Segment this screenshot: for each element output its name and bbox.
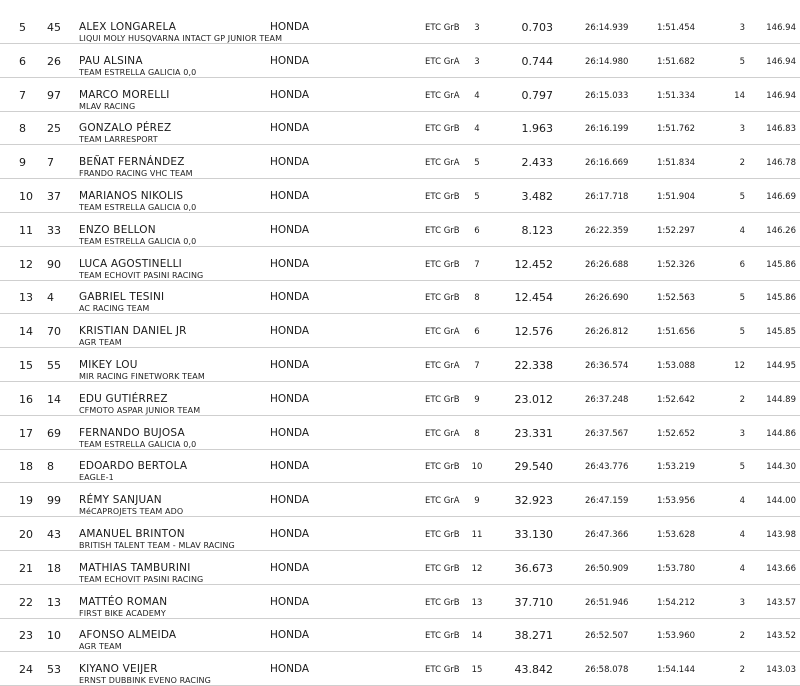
manufacturer-cell: HONDA — [270, 291, 310, 304]
rider-name: KRISTIAN DANIEL JR — [79, 325, 187, 338]
team-name: TEAM ESTRELLA GALICIA 0,0 — [79, 203, 197, 212]
class-position-cell: 9 — [474, 496, 480, 507]
bike-number-cell: 18 — [47, 561, 61, 575]
class-cell: ETC GrB — [425, 530, 460, 540]
best-lap-number-cell: 3 — [739, 428, 745, 439]
best-lap-number-cell: 2 — [739, 631, 745, 642]
table-row — [0, 110, 800, 145]
bike-number-cell: 53 — [47, 663, 61, 677]
class-position-cell: 6 — [474, 327, 480, 338]
best-lap-time-cell: 1:51.834 — [657, 158, 696, 169]
top-speed-cell: 143.66 — [766, 563, 796, 574]
best-lap-number-cell: 4 — [739, 225, 745, 236]
total-time-cell: 26:51.946 — [585, 597, 629, 608]
class-cell: ETC GrB — [425, 462, 460, 473]
class-position-cell: 8 — [474, 428, 480, 439]
best-lap-number-cell: 5 — [739, 327, 745, 338]
gap-cell: 32.923 — [514, 494, 553, 508]
manufacturer-cell: HONDA — [270, 223, 310, 236]
total-time-cell: 26:14.980 — [585, 56, 629, 67]
best-lap-number-cell: 3 — [739, 23, 745, 33]
best-lap-time-cell: 1:53.956 — [657, 496, 696, 507]
table-row — [0, 77, 800, 112]
total-time-cell: 26:43.776 — [585, 462, 629, 473]
class-cell: ETC GrB — [425, 124, 460, 135]
position-cell: 24 — [19, 663, 33, 677]
team-name: TEAM ESTRELLA GALICIA 0,0 — [79, 67, 197, 77]
best-lap-time-cell: 1:52.563 — [657, 293, 696, 304]
team-name: FIRST BIKE ACADEMY — [79, 608, 166, 618]
best-lap-time-cell: 1:51.656 — [657, 327, 696, 338]
total-time-cell: 26:47.366 — [585, 530, 629, 540]
total-time-cell: 26:47.159 — [585, 496, 629, 507]
bike-number-cell: 90 — [47, 257, 61, 271]
gap-cell: 2.433 — [521, 156, 553, 170]
class-cell: ETC GrB — [425, 597, 460, 608]
table-row — [0, 482, 800, 517]
bike-number-cell: 7 — [47, 156, 54, 170]
rider-name: FERNANDO BUJOSA — [79, 426, 185, 439]
total-time-cell: 26:16.669 — [585, 158, 629, 169]
class-cell: ETC GrB — [425, 563, 460, 574]
position-cell: 7 — [19, 88, 26, 102]
manufacturer-cell: HONDA — [270, 156, 310, 169]
table-row — [0, 448, 800, 483]
class-cell: ETC GrB — [425, 23, 460, 33]
table-row — [0, 279, 800, 314]
class-cell: ETC GrA — [425, 428, 460, 439]
best-lap-number-cell: 4 — [739, 496, 745, 507]
manufacturer-cell: HONDA — [270, 392, 310, 405]
rider-name: GABRIEL TESINI — [79, 291, 165, 304]
total-time-cell: 26:16.199 — [585, 124, 629, 135]
top-speed-cell: 145.86 — [766, 259, 796, 270]
top-speed-cell: 143.52 — [766, 631, 796, 642]
table-row — [0, 516, 800, 551]
total-time-cell: 26:26.690 — [585, 293, 629, 304]
class-cell: ETC GrB — [425, 394, 460, 405]
top-speed-cell: 146.69 — [766, 192, 796, 202]
class-position-cell: 6 — [474, 225, 480, 236]
gap-cell: 36.673 — [514, 561, 553, 575]
rider-name: MARCO MORELLI — [79, 88, 170, 101]
team-name: ERNST DUBBINK EVENO RACING — [79, 676, 211, 686]
team-name: MéCAPROJETS TEAM ADO — [79, 507, 184, 517]
manufacturer-cell: HONDA — [270, 88, 310, 101]
table-row — [0, 550, 800, 585]
total-time-cell: 26:15.033 — [585, 90, 629, 101]
top-speed-cell: 144.95 — [766, 361, 796, 371]
table-row — [0, 381, 800, 416]
table-row — [0, 415, 800, 450]
class-cell: ETC GrA — [425, 90, 460, 101]
position-cell: 23 — [19, 629, 33, 643]
class-position-cell: 11 — [471, 530, 483, 540]
team-name: MIR RACING FINETWORK TEAM — [79, 372, 205, 381]
best-lap-time-cell: 1:51.334 — [657, 90, 696, 101]
total-time-cell: 26:26.688 — [585, 259, 629, 270]
rider-name: PAU ALSINA — [79, 54, 143, 67]
bike-number-cell: 69 — [47, 426, 61, 440]
class-position-cell: 5 — [474, 192, 480, 202]
top-speed-cell: 143.03 — [766, 665, 796, 676]
top-speed-cell: 146.78 — [766, 158, 796, 169]
best-lap-time-cell: 1:54.144 — [657, 665, 696, 676]
gap-cell: 38.271 — [514, 629, 553, 643]
team-name: AGR TEAM — [79, 642, 122, 652]
class-position-cell: 4 — [474, 124, 480, 135]
top-speed-cell: 144.00 — [766, 496, 796, 507]
top-speed-cell: 146.94 — [766, 56, 796, 67]
total-time-cell: 26:52.507 — [585, 631, 629, 642]
total-time-cell: 26:37.567 — [585, 428, 629, 439]
rider-name: GONZALO PÉREZ — [79, 122, 172, 135]
total-time-cell: 26:17.718 — [585, 192, 629, 202]
class-position-cell: 4 — [474, 90, 480, 101]
class-position-cell: 7 — [474, 259, 480, 270]
top-speed-cell: 145.86 — [766, 293, 796, 304]
top-speed-cell: 144.30 — [766, 462, 796, 473]
manufacturer-cell: HONDA — [270, 561, 310, 574]
rider-name: ENZO BELLON — [79, 223, 156, 236]
gap-cell: 8.123 — [521, 223, 553, 237]
manufacturer-cell: HONDA — [270, 190, 310, 202]
team-name: TEAM ESTRELLA GALICIA 0,0 — [79, 236, 197, 246]
manufacturer-cell: HONDA — [270, 460, 310, 473]
class-cell: ETC GrB — [425, 259, 460, 270]
class-cell: ETC GrA — [425, 327, 460, 338]
best-lap-time-cell: 1:51.904 — [657, 192, 696, 202]
gap-cell: 0.797 — [521, 88, 553, 102]
position-cell: 14 — [19, 325, 33, 339]
best-lap-time-cell: 1:51.682 — [657, 56, 696, 67]
position-cell: 20 — [19, 528, 33, 541]
class-cell: ETC GrA — [425, 158, 460, 169]
bike-number-cell: 10 — [47, 629, 61, 643]
team-name: TEAM ECHOVIT PASINI RACING — [79, 574, 204, 584]
bike-number-cell: 26 — [47, 54, 61, 68]
manufacturer-cell: HONDA — [270, 325, 310, 338]
top-speed-cell: 143.98 — [766, 530, 796, 540]
class-cell: ETC GrA — [425, 361, 460, 371]
position-cell: 15 — [19, 359, 33, 372]
table-row — [0, 178, 800, 213]
total-time-cell: 26:36.574 — [585, 361, 629, 371]
rider-name: MATHIAS TAMBURINI — [79, 561, 191, 574]
best-lap-time-cell: 1:52.297 — [657, 225, 696, 236]
table-row — [0, 347, 800, 382]
best-lap-number-cell: 2 — [739, 394, 745, 405]
gap-cell: 23.331 — [514, 426, 553, 440]
team-name: BRITISH TALENT TEAM - MLAV RACING — [79, 541, 235, 550]
team-name: AC RACING TEAM — [79, 304, 150, 314]
gap-cell: 12.454 — [514, 291, 553, 305]
bike-number-cell: 70 — [47, 325, 61, 339]
class-position-cell: 12 — [471, 563, 483, 574]
rider-name: KIYANO VEIJER — [79, 663, 158, 676]
best-lap-time-cell: 1:54.212 — [657, 597, 696, 608]
manufacturer-cell: HONDA — [270, 54, 310, 67]
position-cell: 21 — [19, 561, 33, 575]
bike-number-cell: 99 — [47, 494, 61, 508]
class-position-cell: 3 — [474, 23, 480, 33]
class-position-cell: 9 — [474, 394, 480, 405]
top-speed-cell: 144.86 — [766, 428, 796, 439]
bike-number-cell: 55 — [47, 359, 61, 372]
best-lap-number-cell: 2 — [739, 665, 745, 676]
total-time-cell: 26:58.078 — [585, 665, 629, 676]
gap-cell: 0.703 — [521, 21, 553, 34]
manufacturer-cell: HONDA — [270, 494, 310, 507]
total-time-cell: 26:50.909 — [585, 563, 629, 574]
gap-cell: 22.338 — [514, 359, 553, 372]
class-position-cell: 3 — [474, 56, 480, 67]
position-cell: 5 — [19, 21, 26, 34]
best-lap-number-cell: 4 — [739, 530, 745, 540]
top-speed-cell: 146.26 — [766, 225, 796, 236]
bike-number-cell: 4 — [47, 291, 54, 305]
bike-number-cell: 14 — [47, 392, 61, 406]
rider-name: RÉMY SANJUAN — [79, 494, 162, 507]
best-lap-time-cell: 1:53.088 — [657, 361, 696, 371]
top-speed-cell: 146.94 — [766, 23, 796, 33]
rider-name: ALEX LONGARELA — [79, 21, 177, 33]
position-cell: 11 — [19, 223, 33, 237]
best-lap-time-cell: 1:51.454 — [657, 23, 696, 33]
best-lap-time-cell: 1:51.762 — [657, 124, 696, 135]
total-time-cell: 26:14.939 — [585, 23, 629, 33]
position-cell: 17 — [19, 426, 33, 440]
top-speed-cell: 146.83 — [766, 124, 796, 135]
position-cell: 16 — [19, 392, 33, 406]
table-row — [0, 212, 800, 247]
table-row — [0, 9, 800, 44]
team-name: TEAM ESTRELLA GALICIA 0,0 — [79, 439, 197, 449]
total-time-cell: 26:22.359 — [585, 225, 629, 236]
class-position-cell: 14 — [471, 631, 483, 642]
bike-number-cell: 97 — [47, 88, 61, 102]
bike-number-cell: 13 — [47, 595, 61, 609]
rider-name: AFONSO ALMEIDA — [79, 629, 177, 642]
position-cell: 6 — [19, 54, 26, 68]
class-position-cell: 5 — [474, 158, 480, 169]
position-cell: 8 — [19, 122, 26, 136]
team-name: AGR TEAM — [79, 338, 122, 348]
table-row — [0, 246, 800, 281]
class-cell: ETC GrB — [425, 665, 460, 676]
manufacturer-cell: HONDA — [270, 21, 310, 33]
rider-name: EDU GUTIÉRREZ — [79, 392, 168, 405]
top-speed-cell: 144.89 — [766, 394, 796, 405]
table-row — [0, 144, 800, 179]
team-name: LIQUI MOLY HUSQVARNA INTACT GP JUNIOR TEAM — [79, 34, 283, 43]
position-cell: 12 — [19, 257, 33, 271]
position-cell: 19 — [19, 494, 33, 508]
best-lap-time-cell: 1:53.960 — [657, 631, 696, 642]
position-cell: 22 — [19, 595, 33, 609]
gap-cell: 33.130 — [514, 528, 553, 541]
team-name: TEAM ECHOVIT PASINI RACING — [79, 270, 204, 280]
rider-name: MIKEY LOU — [79, 359, 138, 371]
bike-number-cell: 43 — [47, 528, 61, 541]
class-cell: ETC GrB — [425, 192, 460, 202]
class-cell: ETC GrA — [425, 56, 460, 67]
top-speed-cell: 145.85 — [766, 327, 796, 338]
manufacturer-cell: HONDA — [270, 629, 310, 642]
best-lap-time-cell: 1:52.326 — [657, 259, 696, 270]
total-time-cell: 26:37.248 — [585, 394, 629, 405]
gap-cell: 1.963 — [521, 122, 553, 136]
bike-number-cell: 37 — [47, 190, 61, 203]
bike-number-cell: 8 — [47, 460, 54, 474]
bike-number-cell: 25 — [47, 122, 61, 136]
bike-number-cell: 33 — [47, 223, 61, 237]
class-position-cell: 7 — [474, 361, 480, 371]
rider-name: MATTÉO ROMAN — [79, 595, 168, 608]
best-lap-number-cell: 2 — [739, 158, 745, 169]
class-position-cell: 10 — [471, 462, 483, 473]
manufacturer-cell: HONDA — [270, 528, 310, 540]
best-lap-number-cell: 5 — [739, 192, 745, 202]
manufacturer-cell: HONDA — [270, 663, 310, 676]
team-name: TEAM LARRESPORT — [79, 135, 158, 145]
team-name: MLAV RACING — [79, 101, 136, 111]
manufacturer-cell: HONDA — [270, 595, 310, 608]
position-cell: 10 — [19, 190, 33, 203]
best-lap-number-cell: 5 — [739, 56, 745, 67]
table-row — [0, 584, 800, 619]
class-cell: ETC GrB — [425, 631, 460, 642]
gap-cell: 37.710 — [514, 595, 553, 609]
table-row — [0, 43, 800, 78]
rider-name: MARIANOS NIKOLIS — [79, 190, 184, 202]
best-lap-number-cell: 12 — [734, 361, 745, 371]
table-row — [0, 617, 800, 652]
team-name: EAGLE-1 — [79, 473, 114, 483]
gap-cell: 43.842 — [514, 663, 553, 677]
rider-name: AMANUEL BRINTON — [79, 528, 185, 540]
rider-name: EDOARDO BERTOLA — [79, 460, 188, 473]
gap-cell: 23.012 — [514, 392, 553, 406]
class-cell: ETC GrB — [425, 293, 460, 304]
top-speed-cell: 143.57 — [766, 597, 796, 608]
manufacturer-cell: HONDA — [270, 359, 310, 371]
manufacturer-cell: HONDA — [270, 122, 310, 135]
gap-cell: 3.482 — [521, 190, 553, 203]
gap-cell: 12.452 — [514, 257, 553, 271]
position-cell: 18 — [19, 460, 33, 474]
class-position-cell: 15 — [471, 665, 483, 676]
class-cell: ETC GrB — [425, 225, 460, 236]
best-lap-number-cell: 5 — [739, 462, 745, 473]
gap-cell: 12.576 — [514, 325, 553, 339]
rider-name: LUCA AGOSTINELLI — [79, 257, 182, 270]
best-lap-number-cell: 6 — [739, 259, 745, 270]
position-cell: 9 — [19, 156, 26, 170]
table-row — [0, 651, 800, 686]
best-lap-number-cell: 4 — [739, 563, 745, 574]
total-time-cell: 26:26.812 — [585, 327, 629, 338]
rider-name: BEÑAT FERNÁNDEZ — [79, 156, 185, 169]
best-lap-time-cell: 1:53.219 — [657, 462, 696, 473]
class-position-cell: 8 — [474, 293, 480, 304]
best-lap-number-cell: 5 — [739, 293, 745, 304]
table-row — [0, 313, 800, 348]
best-lap-number-cell: 3 — [739, 597, 745, 608]
top-speed-cell: 146.94 — [766, 90, 796, 101]
manufacturer-cell: HONDA — [270, 426, 310, 439]
class-cell: ETC GrA — [425, 496, 460, 507]
position-cell: 13 — [19, 291, 33, 305]
best-lap-number-cell: 3 — [739, 124, 745, 135]
best-lap-time-cell: 1:52.642 — [657, 394, 696, 405]
bike-number-cell: 45 — [47, 21, 61, 34]
gap-cell: 0.744 — [521, 54, 553, 68]
class-position-cell: 13 — [471, 597, 483, 608]
manufacturer-cell: HONDA — [270, 257, 310, 270]
best-lap-time-cell: 1:53.628 — [657, 530, 696, 540]
best-lap-time-cell: 1:52.652 — [657, 428, 696, 439]
team-name: FRANDO RACING VHC TEAM — [79, 169, 193, 179]
team-name: CFMOTO ASPAR JUNIOR TEAM — [79, 405, 201, 415]
best-lap-number-cell: 14 — [734, 90, 745, 101]
best-lap-time-cell: 1:53.780 — [657, 563, 696, 574]
gap-cell: 29.540 — [514, 460, 553, 474]
